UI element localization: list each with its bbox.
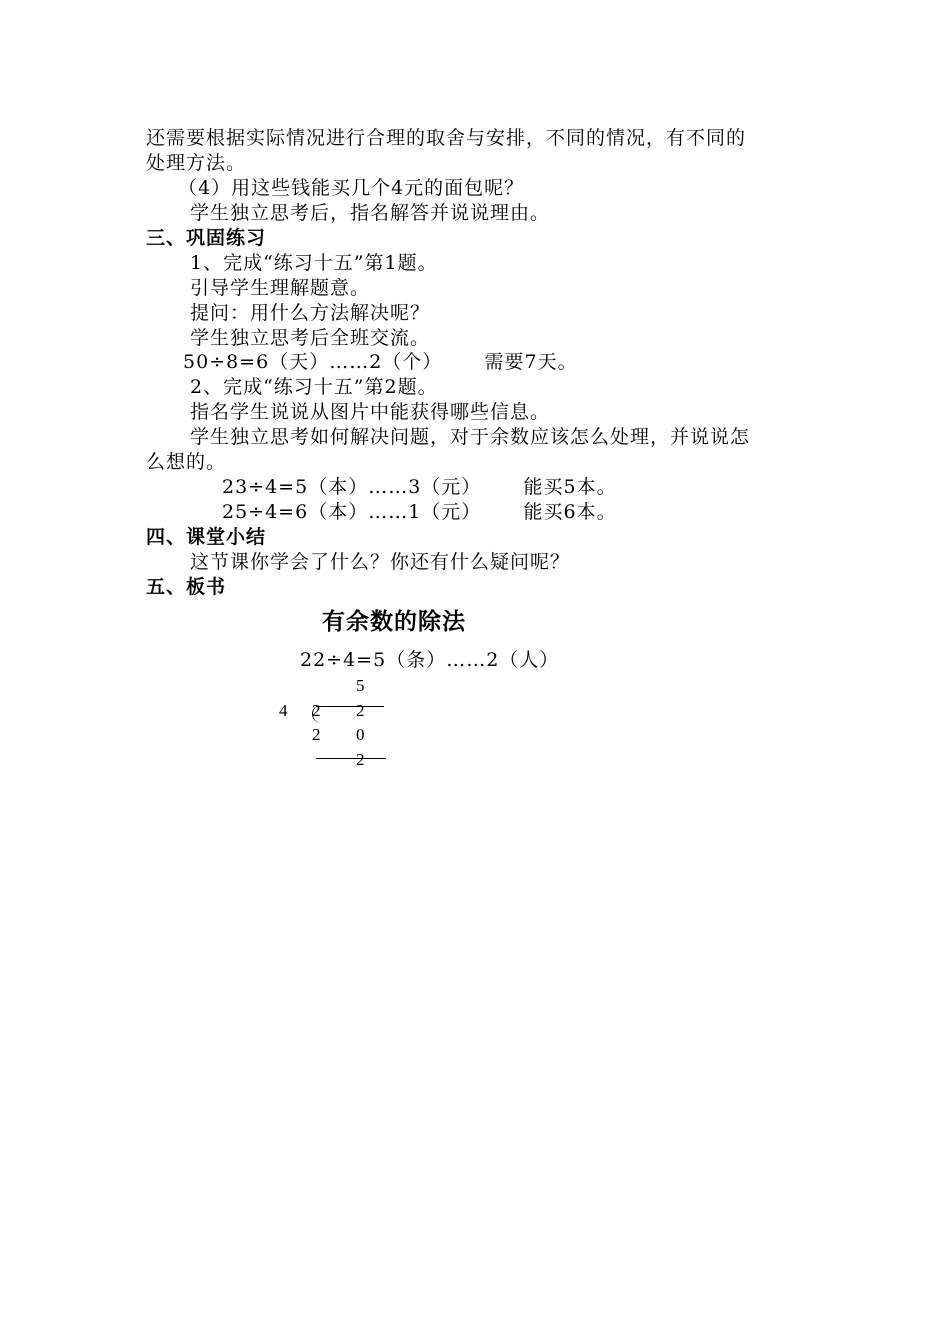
section-heading-board: 五、板书 [146, 576, 227, 598]
section-heading-practice: 三、巩固练习 [146, 227, 267, 249]
product-tens: 2 [312, 725, 321, 744]
equation-line: 23÷4=5（本）……3（元） 能买5本。 [222, 476, 617, 498]
section-heading-summary: 四、课堂小结 [146, 526, 267, 548]
text-line: 学生独立思考后全班交流。 [190, 327, 431, 349]
division-bar [316, 706, 384, 707]
remainder: 2 [356, 750, 365, 769]
text-line: 引导学生理解题意。 [190, 277, 371, 299]
divisor: 4 [279, 701, 288, 720]
dividend-ones: 2 [356, 701, 365, 720]
product-ones: 0 [356, 725, 365, 744]
text-line: 2、完成“练习十五”第2题。 [190, 376, 438, 398]
equation-line: 25÷4=6（本）……1（元） 能买6本。 [222, 501, 617, 523]
text-line: 提问：用什么方法解决呢？ [190, 302, 431, 324]
text-line: 学生独立思考如何解决问题，对于余数应该怎么处理，并说说怎 [190, 426, 751, 448]
text-line: 1、完成“练习十五”第1题。 [190, 252, 438, 274]
subtraction-line [316, 758, 386, 759]
text-line: 学生独立思考后，指名解答并说说理由。 [190, 202, 551, 224]
board-title: 有余数的除法 [322, 609, 466, 635]
text-line: 处理方法。 [146, 152, 247, 174]
dividend-tens: 2 [312, 701, 321, 720]
text-line: 还需要根据实际情况进行合理的取舍与安排，不同的情况，有不同的 [146, 127, 747, 149]
text-line: 指名学生说说从图片中能获得哪些信息。 [190, 401, 551, 423]
equation-line: 50÷8=6（天）……2（个） 需要7天。 [183, 351, 578, 373]
text-line: （4）用这些钱能买几个4元的面包呢？ [178, 177, 525, 199]
text-line: 这节课你学会了什么？你还有什么疑问呢？ [190, 551, 571, 573]
quotient: 5 [356, 676, 365, 695]
board-equation: 22÷4=5（条）……2（人） [300, 649, 560, 671]
text-line: 么想的。 [146, 451, 227, 473]
